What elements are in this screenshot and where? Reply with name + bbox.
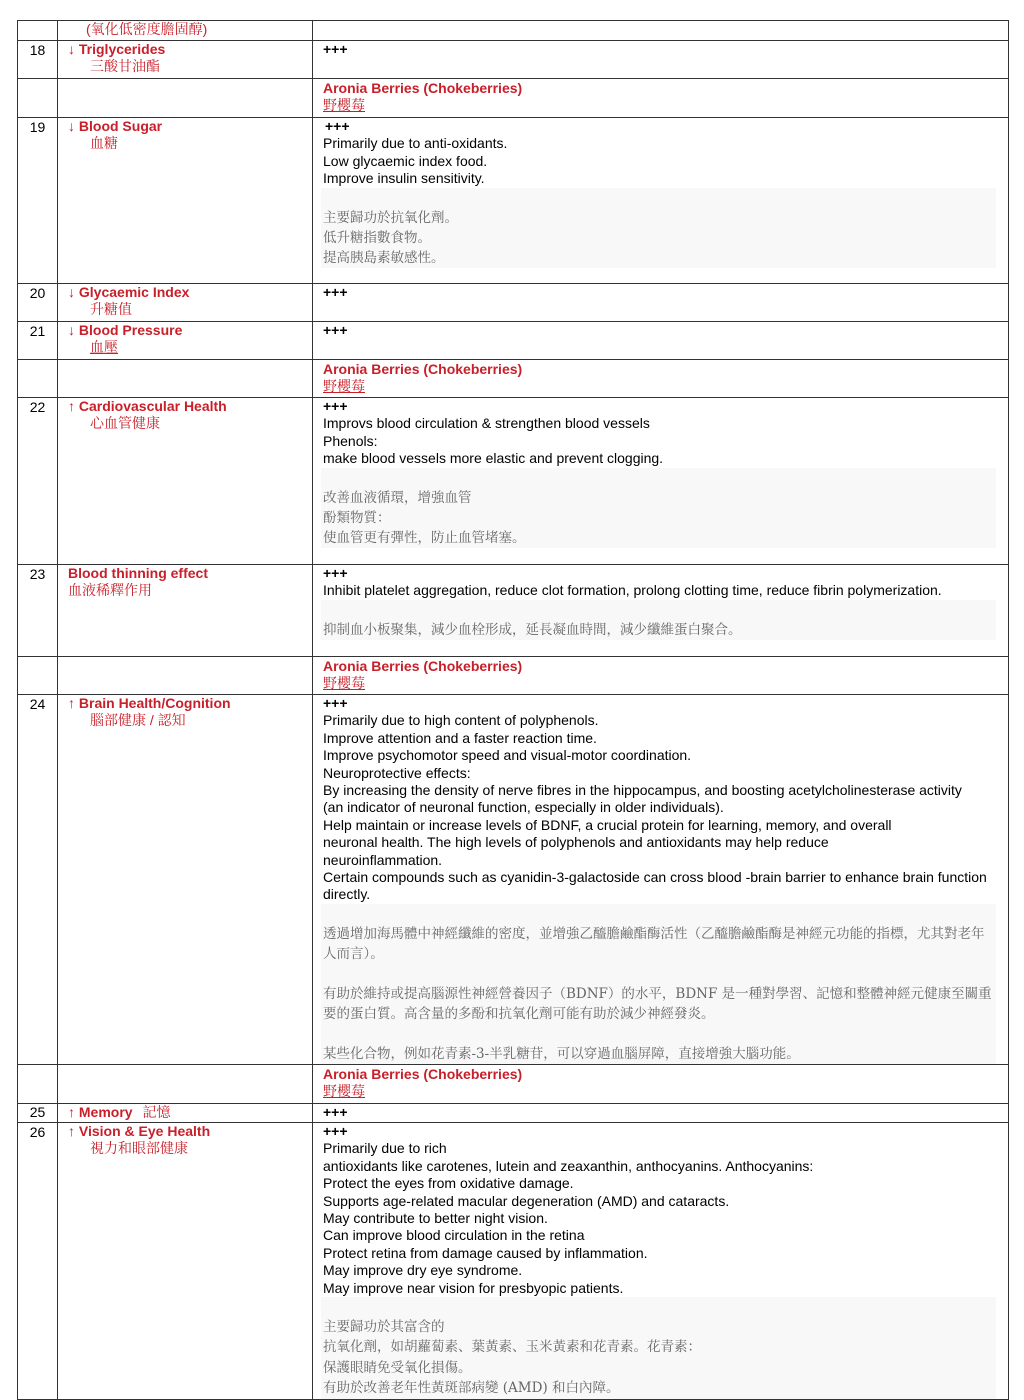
zh-line: 酚類物質： [323, 509, 391, 526]
health-benefits-table [17, 20, 1009, 1400]
label-cell [58, 322, 313, 360]
label-cell [58, 565, 313, 657]
table-row [18, 565, 1009, 657]
down-arrow-icon: ↓ [68, 41, 75, 57]
zh-line: 有助於改善老年性黃斑部病變 (AMD) 和白內障。 [323, 1380, 620, 1397]
empty-cell [18, 360, 58, 398]
empty-cell [18, 79, 58, 118]
en-line: Improvs blood circulation & strengthen blood vessels [323, 415, 650, 432]
label-zh: 視力和眼部健康 [90, 1140, 188, 1157]
en-line: Primarily due to rich [323, 1140, 447, 1157]
row-number: 23 [18, 565, 58, 657]
label-en: Blood Sugar [78, 118, 163, 134]
label-cell [58, 1122, 313, 1399]
product-name-en: Aronia Berries (Chokeberries) [323, 658, 523, 674]
table-row [18, 118, 1009, 284]
content-cell [313, 1122, 1009, 1399]
en-paragraph: Help maintain or increase levels of BDNF, a crucial protein for learning, memory, and overall neuronal health. The high levels of polyphenols and antioxidants may help reduce neuroinflammation. [323, 816, 892, 868]
zh-line: 提高胰島素敏感性。 [323, 249, 445, 266]
zh-translation [321, 600, 996, 640]
zh-line: 抑制血小板聚集，減少血栓形成，延長凝血時間，減少纖維蛋白聚合。 [323, 621, 742, 638]
label-cell [58, 398, 313, 565]
product-row [18, 79, 1009, 118]
zh-translation [321, 904, 996, 1064]
label-zh: 三酸甘油酯 [90, 58, 160, 75]
rating: +++ [323, 398, 348, 414]
up-arrow-icon: ↑ [68, 695, 75, 711]
empty-cell [18, 1064, 58, 1103]
zh-translation [321, 1297, 996, 1399]
table-row [18, 398, 1009, 565]
up-arrow-icon: ↑ [68, 1122, 75, 1139]
en-line: Low glycaemic index food. [323, 152, 488, 169]
row-number: 18 [18, 41, 58, 79]
rating: +++ [323, 284, 348, 300]
product-name-zh: 野櫻莓 [323, 1083, 365, 1100]
zh-paragraph: 某些化合物，例如花青素-3-半乳糖苷，可以穿過血腦屏障，直接增強大腦功能。 [323, 1045, 800, 1062]
label-en: Cardiovascular Health [78, 398, 227, 414]
row-number: 22 [18, 398, 58, 565]
zh-line: 主要歸功於抗氧化劑。 [323, 209, 458, 226]
label-cell [58, 1103, 313, 1122]
content-cell [313, 565, 1009, 657]
product-cell [313, 657, 1009, 695]
en-line: antioxidants like carotenes, lutein and zeaxanthin, anthocyanins. Anthocyanins: [323, 1157, 814, 1174]
content-cell [313, 695, 1009, 1065]
empty-cell [58, 1064, 313, 1103]
product-name-en: Aronia Berries (Chokeberries) [323, 1065, 523, 1082]
zh-line: 抗氧化劑，如胡蘿蔔素、葉黃素、玉米黃素和花青素。花青素： [323, 1339, 701, 1356]
row-number: 24 [18, 695, 58, 1065]
row-number-cell [18, 21, 58, 41]
product-cell [313, 1064, 1009, 1103]
zh-line: 低升糖指數食物。 [323, 229, 431, 246]
table-row [18, 1122, 1009, 1399]
content-cell [313, 21, 1009, 41]
rating: +++ [323, 1103, 348, 1120]
product-row [18, 657, 1009, 695]
rating: +++ [325, 118, 350, 134]
rating: +++ [323, 322, 348, 338]
content-cell [313, 322, 1009, 360]
product-row [18, 1064, 1009, 1103]
empty-cell [58, 657, 313, 695]
zh-line: 主要歸功於其富含的 [323, 1318, 445, 1335]
empty-cell [58, 79, 313, 118]
en-paragraph: By increasing the density of nerve fibres in the hippocampus, and boosting acetylcholinesterase activity (an indicator of neuronal function, especially in older individuals). [323, 782, 962, 816]
zh-line: 改善血液循環，增強血管 [323, 489, 472, 506]
content-cell [313, 41, 1009, 79]
label-en: Memory [78, 1103, 133, 1120]
label-en: Triglycerides [78, 41, 166, 57]
label-zh: 血液稀釋作用 [68, 582, 152, 599]
en-line: May improve dry eye syndrome. [323, 1262, 523, 1279]
table-row [18, 284, 1009, 322]
label-cell [58, 284, 313, 322]
product-name-zh: 野櫻莓 [323, 378, 365, 395]
content-cell [313, 398, 1009, 565]
product-cell [313, 360, 1009, 398]
en-line: make blood vessels more elastic and prevent clogging. [323, 450, 664, 467]
table-row [18, 41, 1009, 79]
row-number: 19 [18, 118, 58, 284]
en-line: Primarily due to high content of polyphenols. [323, 712, 599, 729]
en-line: Inhibit platelet aggregation, reduce clot formation, prolong clotting time, reduce fibrin polymerization. [323, 582, 942, 599]
product-name-en: Aronia Berries (Chokeberries) [323, 80, 523, 96]
en-line: Neuroprotective effects: [323, 764, 471, 781]
label-cell [58, 41, 313, 79]
label-zh: (氧化低密度膽固醇) [86, 21, 208, 37]
label-cell [58, 118, 313, 284]
en-line: Phenols: [323, 432, 378, 449]
en-line: Primarily due to anti-oxidants. [323, 135, 508, 152]
label-cell [58, 21, 313, 41]
table-row [18, 695, 1009, 1065]
en-line: Improve insulin sensitivity. [323, 170, 485, 187]
empty-cell [58, 360, 313, 398]
label-en: Glycaemic Index [78, 284, 190, 300]
product-cell [313, 79, 1009, 118]
zh-paragraph: 透過增加海馬體中神經纖維的密度，並增強乙醯膽鹼酯酶活性（乙醯膽鹼酯酶是神經元功能的指標，尤其對老年人而言）。 [323, 925, 985, 962]
label-zh: 血糖 [90, 135, 118, 152]
down-arrow-icon: ↓ [68, 322, 75, 338]
table-row [18, 322, 1009, 360]
en-line: May contribute to better night vision. [323, 1209, 548, 1226]
en-line: Improve attention and a faster reaction time. [323, 729, 597, 746]
label-zh: 血壓 [90, 339, 118, 356]
empty-cell [18, 657, 58, 695]
label-zh: 記憶 [142, 1103, 171, 1120]
content-cell [313, 118, 1009, 284]
row-number: 20 [18, 284, 58, 322]
label-cell [58, 695, 313, 1065]
en-paragraph: Certain compounds such as cyanidin-3-galactoside can cross blood -brain barrier to enhance brain function directly. [323, 869, 987, 903]
en-line: Protect the eyes from oxidative damage. [323, 1175, 574, 1192]
zh-line: 使血管更有彈性，防止血管堵塞。 [323, 529, 526, 546]
product-row [18, 360, 1009, 398]
rating: +++ [323, 41, 348, 57]
product-name-zh: 野櫻莓 [323, 97, 365, 114]
label-en: Blood Pressure [78, 322, 183, 338]
zh-paragraph: 有助於維持或提高腦源性神經營養因子（BDNF）的水平，BDNF 是一種對學習、記憶和整體神經元健康至關重要的蛋白質。高含量的多酚和抗氧化劑可能有助於減少神經發炎。 [323, 985, 992, 1022]
row-number: 25 [18, 1103, 58, 1122]
zh-translation [321, 188, 996, 268]
rating: +++ [323, 565, 348, 581]
zh-translation [321, 468, 996, 548]
down-arrow-icon: ↓ [68, 284, 75, 300]
down-arrow-icon: ↓ [68, 118, 75, 134]
label-en: Brain Health/Cognition [78, 695, 231, 711]
rating: +++ [323, 1122, 348, 1139]
row-number: 21 [18, 322, 58, 360]
table-row [18, 21, 1009, 41]
en-line: Supports age-related macular degeneration (AMD) and cataracts. [323, 1192, 730, 1209]
en-line: May improve near vision for presbyopic patients. [323, 1279, 624, 1296]
label-zh: 升糖值 [90, 301, 132, 318]
content-cell [313, 1103, 1009, 1122]
label-en: Vision & Eye Health [78, 1122, 211, 1139]
label-zh: 心血管健康 [90, 415, 160, 432]
row-number: 26 [18, 1122, 58, 1399]
table-row [18, 1103, 1009, 1122]
en-line: Protect retina from damage caused by inflammation. [323, 1244, 648, 1261]
rating: +++ [323, 695, 348, 711]
en-line: Improve psychomotor speed and visual-motor coordination. [323, 747, 692, 764]
up-arrow-icon: ↑ [68, 1103, 75, 1120]
product-name-zh: 野櫻莓 [323, 675, 365, 692]
en-line: Can improve blood circulation in the retina [323, 1227, 585, 1244]
product-name-en: Aronia Berries (Chokeberries) [323, 361, 523, 377]
content-cell [313, 284, 1009, 322]
up-arrow-icon: ↑ [68, 398, 75, 414]
zh-line: 保護眼睛免受氧化損傷。 [323, 1359, 472, 1376]
label-en: Blood thinning effect [68, 565, 208, 581]
label-zh: 腦部健康 / 認知 [90, 712, 186, 729]
